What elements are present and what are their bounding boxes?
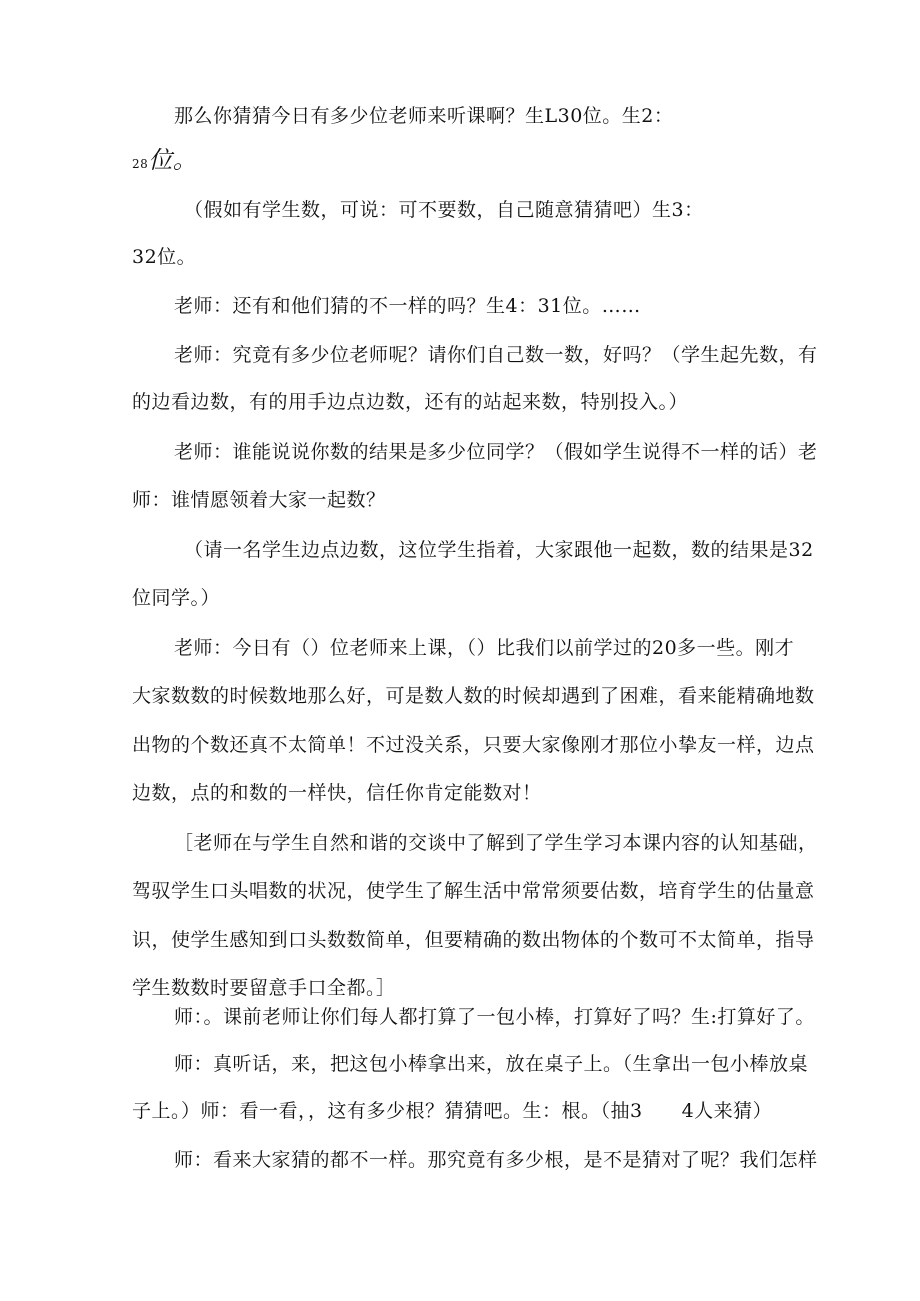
text-line: 大家数数的时候数地那么好，可是数人数的时候却遇到了困难，看来能精确地数 (132, 685, 815, 707)
text-line: 师：谁情愿领着大家一起数？ (132, 489, 386, 511)
text-line: 的边看边数，有的用手边点边数，还有的站起来数，特别投入。） (132, 391, 689, 413)
text-line: 位同学。） (132, 587, 221, 609)
text-line: 边数，点的和数的一样快，信任你肯定能数对！ (132, 782, 542, 804)
text-line: （假如有学生数，可说：可不要数，自己随意猜猜吧）生3： (184, 199, 704, 221)
text-line: 师：真听话，来，把这包小棒拿出来，放在桌子上。（生拿出一包小棒放桌 (174, 1053, 809, 1075)
text-line: 老师：谁能说说你数的结果是多少位同学？（假如学生说得不一样的话）老 (174, 441, 818, 463)
text-line: 师：。课前老师让你们每人都打算了一包小棒，打算好了吗？生:打算好了。 (174, 1006, 815, 1028)
text-line: 驾驭学生口头唱数的状况，使学生了解生活中常常须要估数，培育学生的估量意 (132, 880, 815, 902)
text-line: 师：看来大家猜的都不一样。那究竟有多少根，是不是猜对了呢？我们怎样 (174, 1149, 818, 1171)
text-line: 那么你猜猜今日有多少位老师来听课啊？生L30位。生2： (174, 105, 674, 127)
text-line: 识，使学生感知到口头数数简单，但要精确的数出物体的个数可不太简单，指导 (132, 929, 815, 951)
footnote-number: 28 (132, 157, 149, 171)
text-line: ［老师在与学生自然和谐的交谈中了解到了学生学习本课内容的认知基础， (174, 832, 818, 854)
text-line: 老师：究竟有多少位老师呢？请你们自己数一数，好吗？（学生起先数，有 (174, 344, 818, 366)
text-line: 子上。）师：看一看，，这有多少根？猜猜吧。生：根。（抽3 4人来猜） (132, 1100, 773, 1122)
text-fragment: 位。 (148, 146, 198, 174)
text-line (132, 148, 197, 176)
text-line: 32位。 (132, 246, 197, 268)
text-line: 老师：今日有（）位老师来上课，（）比我们以前学过的20多一些。刚才 (174, 637, 795, 659)
text-line: 出物的个数还真不太简单！不过没关系，只要大家像刚才那位小挚友一样，边点 (132, 734, 815, 756)
text-line: 老师：还有和他们猜的不一样的吗？生4：31位。…… (174, 295, 641, 317)
text-line: 学生数数时要留意手口全都。］ (132, 977, 396, 999)
text-line: （请一名学生边点边数，这位学生指着，大家跟他一起数，数的结果是32 (184, 539, 814, 561)
